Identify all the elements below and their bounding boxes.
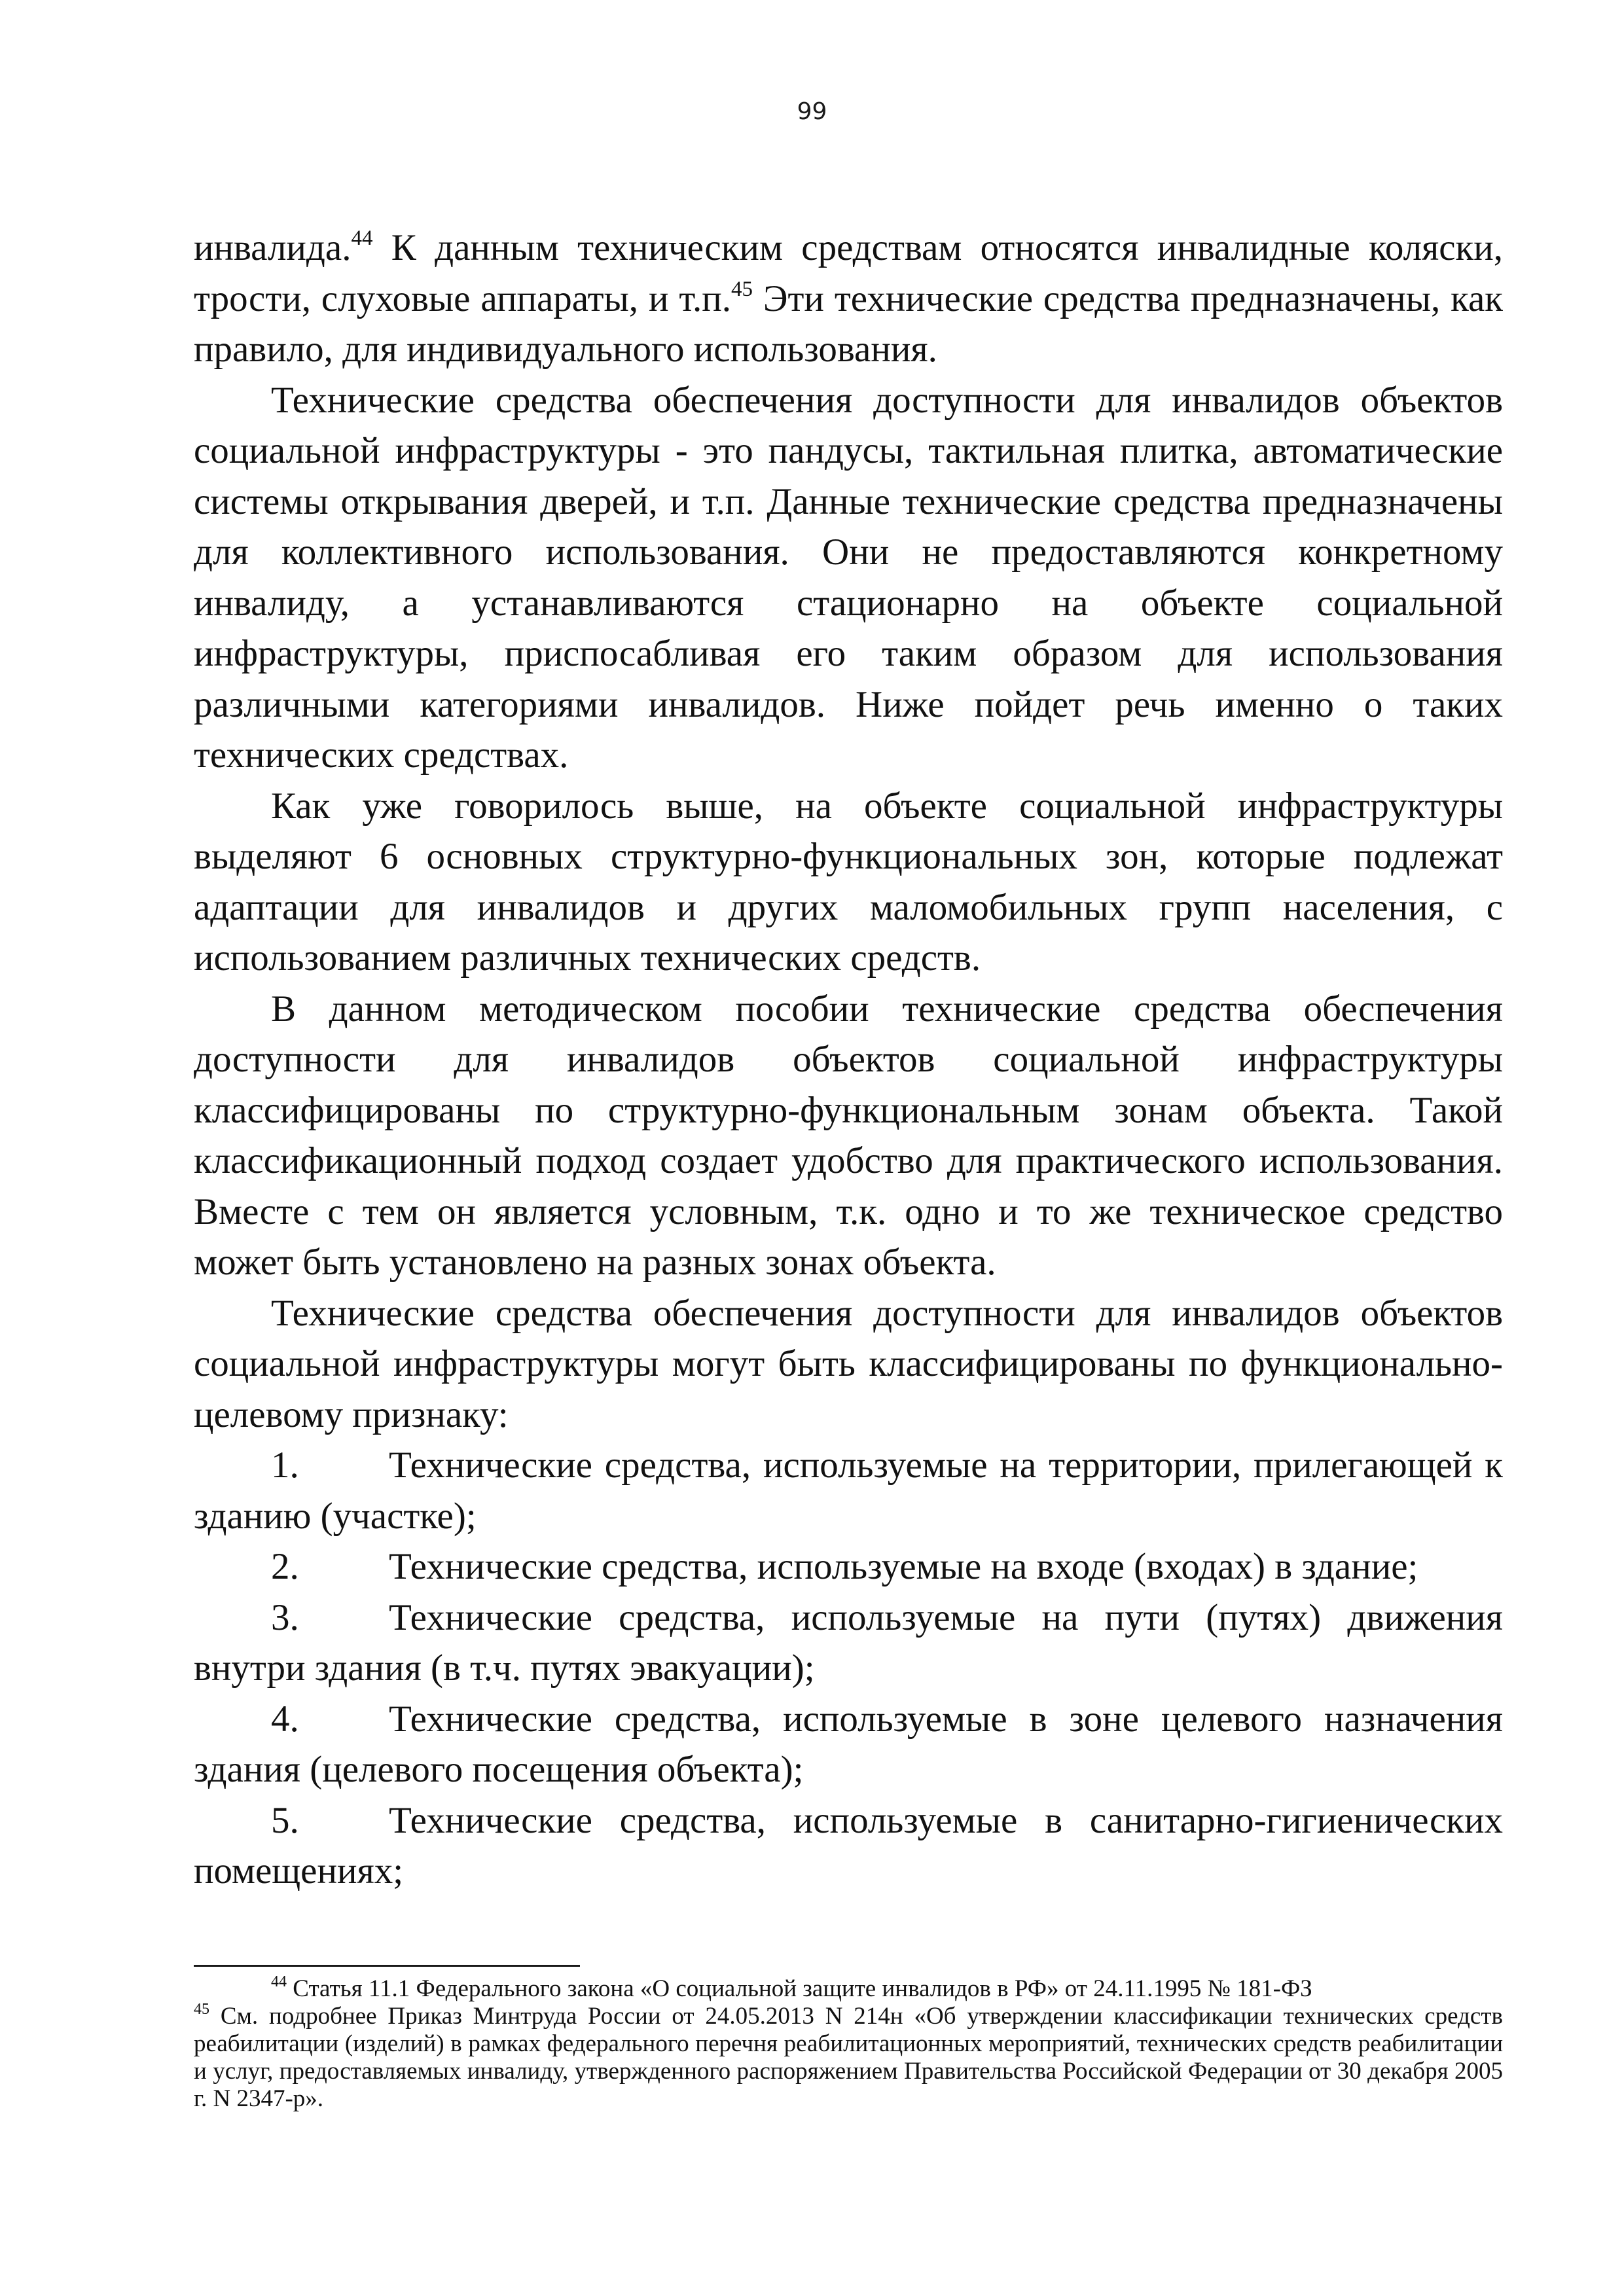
page-number: 99 bbox=[797, 98, 827, 125]
footnote-separator bbox=[194, 1965, 580, 1967]
list-item-text: Технические средства, используемые в санитарно-гигиенических помещениях; bbox=[194, 1799, 1503, 1892]
paragraph-1-text-a: инвалида. bbox=[194, 227, 352, 268]
footnote-44 bbox=[194, 1975, 1503, 2003]
footnote-number: 45 bbox=[194, 2001, 209, 2018]
paragraph-2: Технические средства обеспечения доступности для инвалидов объектов социальной инфраструктуры - это пандусы, тактильная плитка, автоматические системы открывания дверей, и т.п. Данные технические средства предназначены для коллективного использования. Они не предоставляются конкретному инвалиду, а устанавливаются стационарно на объекте социальной инфраструктуры, приспосабливая его таким образом для использования различными категориями инвалидов. Ниже пойдет речь именно о таких технических средствах. bbox=[194, 379, 1503, 776]
paragraph-3: Как уже говорилось выше, на объекте социальной инфраструктуры выделяют 6 основных структурно-функциональных зон, которые подлежат адаптации для инвалидов и других маломобильных групп населения, с использованием различных технических средств. bbox=[194, 785, 1503, 978]
paragraph-5: Технические средства обеспечения доступности для инвалидов объектов социальной инфраструктуры могут быть классифицированы по функционально-целевому признаку: bbox=[194, 1292, 1503, 1435]
list-item-number: 2. bbox=[271, 1546, 299, 1587]
paragraph-1 bbox=[194, 223, 1503, 375]
list-item-number: 1. bbox=[271, 1444, 299, 1486]
footnotes bbox=[194, 1975, 1503, 2113]
classification-list bbox=[194, 1440, 1503, 1897]
paragraph-1-text-b: К данным техническим средствам относятся инвалидные коляски, трости, слуховые аппараты, и т.п. bbox=[194, 227, 1503, 319]
list-item bbox=[194, 1440, 1503, 1541]
paragraph-4: В данном методическом пособии технические средства обеспечения доступности для инвалидов объектов социальной инфраструктуры классифицированы по структурно-функциональным зонам объекта. Такой классификационный подход создает удобство для практического использования. Вместе с тем он является условным, т.к. одно и то же техническое средство может быть установлено на разных зонах объекта. bbox=[194, 988, 1503, 1283]
list-item-text: Технические средства, используемые в зоне целевого назначения здания (целевого посещения объекта); bbox=[194, 1698, 1503, 1790]
footnote-ref-44[interactable]: 44 bbox=[351, 226, 373, 250]
list-item bbox=[194, 1541, 1503, 1592]
list-item bbox=[194, 1592, 1503, 1694]
footnote-text: Статья 11.1 Федерального закона «О социальной защите инвалидов в РФ» от 24.11.1995 № 181-ФЗ bbox=[287, 1975, 1312, 2002]
list-item-text: Технические средства, используемые на территории, прилегающей к зданию (участке); bbox=[194, 1444, 1503, 1537]
body-text bbox=[194, 223, 1503, 1897]
list-item bbox=[194, 1694, 1503, 1795]
list-item-number: 5. bbox=[271, 1799, 299, 1841]
paragraph-1-text-c: Эти технические средства предназначены, как правило, для индивидуального использования. bbox=[194, 278, 1503, 370]
list-item-number: 3. bbox=[271, 1596, 299, 1638]
footnote-45 bbox=[194, 2003, 1503, 2113]
list-item-text: Технические средства, используемые на пути (путях) движения внутри здания (в т.ч. путях эвакуации); bbox=[194, 1596, 1503, 1689]
footnote-text: См. подробнее Приказ Минтруда России от 24.05.2013 N 214н «Об утверждении классификации технических средств реабилитации (изделий) в рамках федерального перечня реабилитационных мероприятий, технических средств реабилитации и услуг, предоставляемых инвалиду, утвержденного распоряжением Правительства Российской Федерации от 30 декабря 2005 г. N 2347-р». bbox=[194, 2003, 1503, 2112]
list-item-number: 4. bbox=[271, 1698, 299, 1740]
list-item bbox=[194, 1795, 1503, 1897]
footnote-number: 44 bbox=[271, 1973, 287, 1990]
footnote-ref-45[interactable]: 45 bbox=[731, 277, 753, 301]
list-item-text: Технические средства, используемые на входе (входах) в здание; bbox=[389, 1546, 1418, 1587]
